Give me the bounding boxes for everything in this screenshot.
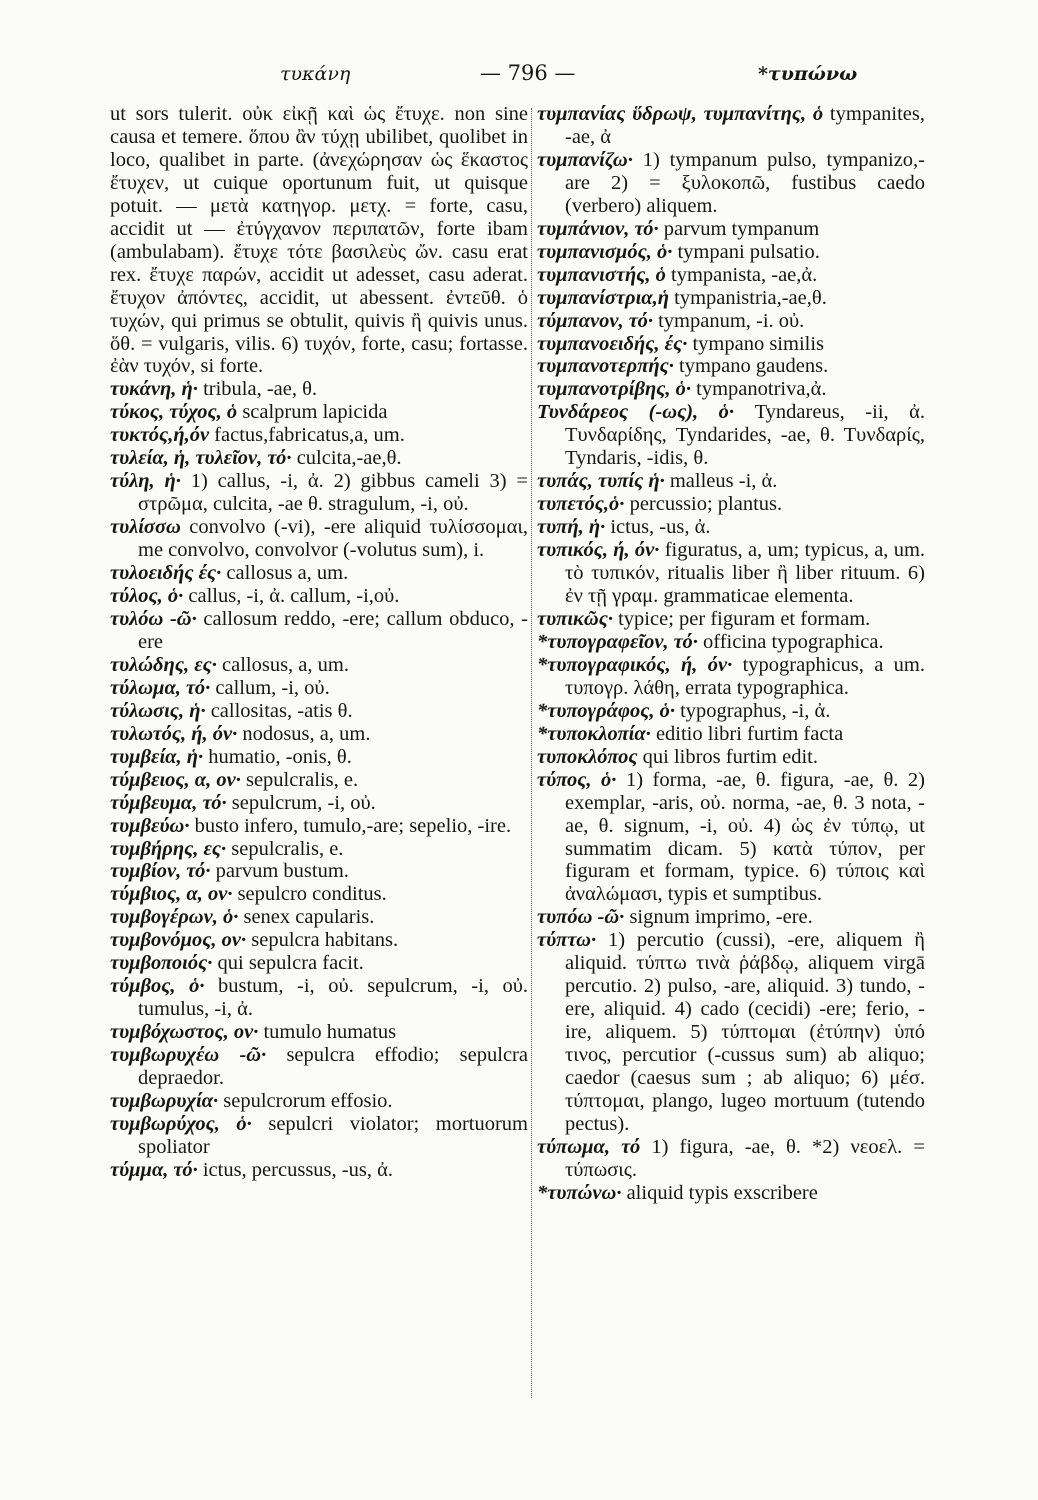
entry-definition: aliquid typis exscribere xyxy=(626,1181,818,1204)
entry-headword: τυπή, ἡ· xyxy=(537,516,606,539)
dictionary-entry xyxy=(537,1136,925,1182)
entry-definition: callum, -i, οὐ. xyxy=(215,676,330,699)
entry-definition: Tyndareus, -ii, ἀ. Τυνδαρίδης, Tyndarides, -ae, θ. Τυνδαρίς, Tyndaris, -idis, θ. xyxy=(565,401,926,470)
entry-headword: τυμπανοειδής, ές· xyxy=(537,332,688,355)
dictionary-entry xyxy=(110,654,528,677)
dictionary-entry xyxy=(537,906,925,929)
entry-definition: culcita,-ae,θ. xyxy=(296,447,402,470)
dictionary-entry xyxy=(537,287,925,310)
entry-headword: τυλεία, ἡ, τυλεῖον, τό· xyxy=(110,447,292,470)
entry-headword: τύμπανον, τό· xyxy=(537,309,653,332)
entry-definition: callosus a, um. xyxy=(226,562,349,585)
entry-definition: typographus, -i, ἀ. xyxy=(680,699,831,722)
dictionary-entry xyxy=(110,1021,528,1044)
entry-definition: busto infero, tumulo,-are; sepelio, -ire. xyxy=(194,814,512,837)
dictionary-entry xyxy=(110,906,528,929)
dictionary-entry xyxy=(537,1182,925,1205)
entry-definition: 1) tympanum pulso, tympanizo,-are 2) = ξυλοκοπῶ, fustibus caedo (verbero) aliquem. xyxy=(565,148,926,217)
dictionary-entry xyxy=(537,355,925,378)
entry-headword: τύπος, ὁ· xyxy=(537,768,617,791)
dictionary-entry xyxy=(110,447,528,470)
entry-headword: τύμβειος, α, ον· xyxy=(110,768,241,791)
entry-headword: τυμπανοτερπής· xyxy=(537,355,674,378)
entry-headword: τυλίσσω xyxy=(110,516,181,539)
entry-headword: *τυπογραφεῖον, τό· xyxy=(537,630,698,653)
dictionary-entry xyxy=(537,539,925,608)
entry-definition: tympanites, -ae, ἀ xyxy=(565,103,926,148)
dictionary-entry xyxy=(110,700,528,723)
dictionary-entry xyxy=(110,883,528,906)
dictionary-entry xyxy=(110,792,528,815)
entry-definition: callositas, -atis θ. xyxy=(210,699,353,722)
entry-definition: tympano similis xyxy=(692,332,825,355)
entry-definition: tumulo humatus xyxy=(263,1021,397,1044)
dictionary-entry xyxy=(537,310,925,333)
entry-headword: τυμβωρυχία· xyxy=(110,1089,219,1112)
dictionary-entry xyxy=(110,608,528,654)
entry-definition: callosus, a, um. xyxy=(222,653,349,676)
entry-definition: tribula, -ae, θ. xyxy=(203,378,318,401)
entry-definition: scalprum lapicida xyxy=(242,401,388,424)
dictionary-entry xyxy=(537,700,925,723)
dictionary-entry xyxy=(537,401,925,470)
entry-definition: tympanista, -ae,ἀ. xyxy=(671,263,818,286)
entry-definition: tympano gaudens. xyxy=(679,355,829,378)
right-column xyxy=(537,103,925,1205)
entry-headword: *τυπώνω· xyxy=(537,1181,622,1204)
entry-definition: callus, -i, ἀ. callum, -i,οὐ. xyxy=(188,585,400,608)
entry-definition: senex capularis. xyxy=(243,906,375,929)
dictionary-entry xyxy=(537,654,925,700)
left-column xyxy=(110,103,528,1182)
entry-definition: figuratus, a, um; typicus, a, um. τὸ τυπικόν, ritualis liber ἢ liber rituum. 6) ἐν τῇ γραμ. grammaticae elementa. xyxy=(565,539,926,608)
dictionary-entry xyxy=(537,218,925,241)
entry-definition: convolvo (-vi), -ere aliquid τυλίσσομαι, me convolvo, convolvor (-volutus sum), i. xyxy=(138,516,528,562)
entry-definition: ictus, percussus, -us, ἀ. xyxy=(202,1158,393,1181)
entry-headword: τύλος, ὁ· xyxy=(110,585,184,608)
entry-headword: τύμβος, ὁ· xyxy=(110,975,205,998)
dictionary-entry xyxy=(110,746,528,769)
entry-headword: τυμβοποιός· xyxy=(110,952,213,975)
entry-headword: τύκος, τύχος, ὁ xyxy=(110,401,238,424)
entry-definition: sepulcri violator; mortuorum spoliator xyxy=(138,1112,529,1158)
entry-definition: sepulcralis, e. xyxy=(245,768,359,791)
entry-definition: qui sepulcra facit. xyxy=(217,952,364,975)
dictionary-entry xyxy=(110,677,528,700)
column-divider xyxy=(531,108,532,1398)
entry-definition: tympani pulsatio. xyxy=(677,240,820,263)
dictionary-entry xyxy=(537,241,925,264)
entry-headword: τυμβήρης, ες· xyxy=(110,837,227,860)
entry-headword: τύμβιος, α, ον· xyxy=(110,883,233,906)
entry-headword: τυλωτός, ή, όν· xyxy=(110,722,238,745)
entry-definition: sepulcrorum effosio. xyxy=(223,1089,393,1112)
entry-headword: τυμβόχωστος, ον· xyxy=(110,1021,259,1044)
page-header xyxy=(0,55,1038,95)
dictionary-entry xyxy=(537,493,925,516)
dictionary-entry xyxy=(110,1159,528,1182)
entry-headword: τυμβωρύχος, ὁ· xyxy=(110,1112,252,1135)
entry-headword: τύλωσις, ἡ· xyxy=(110,699,206,722)
entry-headword: τυμβεύω· xyxy=(110,814,190,837)
entry-definition: signum imprimo, -ere. xyxy=(629,906,813,929)
entry-definition: humatio, -onis, θ. xyxy=(208,745,352,768)
dictionary-entry xyxy=(110,424,528,447)
entry-definition: 1) percutio (cussi), -ere, aliquem ἢ aliquid. τύπτω τινὰ ῥάβδῳ, aliquem virgā percutio. 2) pulso, -are, aliquid. 3) tundo, -ere, aliquid. 4) cado (cecidi) -ere; ferio, -ire, aliquem. 5) τύπτομαι (ἐτύπην) ὑπό τινος, percutior (-cussus sum) ab aliquo; caedor (caesus sum ; ab aliquo; 6) μέσ. τύπτομαι, plango, lugeo mortuum (tutendo pectus). xyxy=(565,929,925,1135)
dictionary-entry xyxy=(537,149,925,218)
dictionary-entry xyxy=(110,378,528,401)
entry-definition: 1) callus, -i, ἀ. 2) gibbus cameli 3) = στρῶμα, culcita, -ae θ. stragulum, -i, οὐ. xyxy=(138,470,528,516)
dictionary-entry xyxy=(110,952,528,975)
entry-headword: τυμπανίζω· xyxy=(537,148,633,171)
dictionary-entry xyxy=(110,470,528,516)
entry-headword: τυπικῶς· xyxy=(537,607,613,630)
entry-headword: *τυπογράφος, ὁ· xyxy=(537,699,675,722)
dictionary-entry xyxy=(110,860,528,883)
entry-headword: τυμπανοτρίβης, ὁ· xyxy=(537,378,692,401)
entry-headword: τυκάνη, ἡ· xyxy=(110,378,198,401)
entry-headword: τύμμα, τό· xyxy=(110,1158,198,1181)
dictionary-entry xyxy=(110,723,528,746)
left-running-headword: τυκάνη xyxy=(280,63,351,85)
entry-definition: factus,fabricatus,a, um. xyxy=(214,424,405,447)
entry-definition: percussio; plantus. xyxy=(629,493,783,516)
entry-definition: malleus -i, ἀ. xyxy=(669,470,778,493)
entry-headword: τύπτω· xyxy=(537,929,597,952)
entry-headword: Τυνδάρεος (-ως), ὁ· xyxy=(537,401,735,424)
entry-headword: *τυπογραφικός, ή, όν· xyxy=(537,653,733,676)
entry-definition: ictus, -us, ἀ. xyxy=(610,516,711,539)
dictionary-entry xyxy=(110,401,528,424)
entry-headword: τυπόω -ῶ· xyxy=(537,906,625,929)
dictionary-entry xyxy=(537,929,925,1136)
entry-definition: callosum reddo, -ere; callum obduco, -ere xyxy=(138,607,529,653)
entry-headword: τυπετός,ὁ· xyxy=(537,493,625,516)
entry-headword: τυμβονόμος, ον· xyxy=(110,929,247,952)
dictionary-entry xyxy=(537,264,925,287)
entry-headword: τυμπανισμός, ὁ· xyxy=(537,240,673,263)
dictionary-entry xyxy=(110,516,528,562)
entry-definition: tympanistria,-ae,θ. xyxy=(674,286,827,309)
entry-headword: τύμβευμα, τό· xyxy=(110,791,227,814)
entry-headword: τυμπανίας ὕδρωψ, τυμπανίτης, ὁ xyxy=(537,103,824,125)
dictionary-entry xyxy=(537,470,925,493)
entry-definition: parvum tympanum xyxy=(663,217,820,240)
dictionary-entry xyxy=(110,562,528,585)
entry-definition: typice; per figuram et formam. xyxy=(618,607,871,630)
dictionary-entry xyxy=(537,608,925,631)
entry-headword: *τυποκλοπία· xyxy=(537,722,651,745)
entry-headword: τυλώδης, ες· xyxy=(110,653,217,676)
dictionary-entry xyxy=(537,103,925,149)
entry-definition: tympanotriva,ἀ. xyxy=(696,378,827,401)
page-number: — 796 — xyxy=(480,61,576,85)
entry-headword: τυμβεία, ἡ· xyxy=(110,745,204,768)
dictionary-entry xyxy=(537,516,925,539)
entry-definition: tympanum, -i. οὐ. xyxy=(658,309,805,332)
entry-headword: τυποκλόπος xyxy=(537,745,638,768)
entry-headword: τυλοειδής ές· xyxy=(110,562,222,585)
entry-headword: τυμπανιστής, ὁ xyxy=(537,263,666,286)
dictionary-entry xyxy=(537,333,925,356)
entry-headword: τυπάς, τυπίς ἡ· xyxy=(537,470,665,493)
entry-headword: τυπικός, ή, όν· xyxy=(537,539,660,562)
entry-definition: bustum, -i, οὐ. sepulcrum, -i, οὐ. tumulus, -i, ἀ. xyxy=(138,975,529,1021)
entry-definition: sepulcro conditus. xyxy=(237,883,387,906)
dictionary-entry xyxy=(537,631,925,654)
entry-headword: τύλη, ἡ· xyxy=(110,470,181,493)
dictionary-entry xyxy=(110,1090,528,1113)
entry-definition: 1) forma, -ae, θ. figura, -ae, θ. 2) exemplar, -aris, οὐ. norma, -ae, θ. 3 nota, -ae, θ. signum, -i, οὐ. 4) ὡς ἐν τύπῳ, ut summatim dicam. 5) κατὰ τύπον, per figuram et formam, typice. 6) τύποις καὶ ἀναλώμασι, typis et sumptibus. xyxy=(565,768,925,906)
dictionary-entry xyxy=(110,838,528,861)
entry-definition: sepulcra effodio; sepulcra depraedor. xyxy=(138,1044,528,1090)
entry-definition: qui libros furtim edit. xyxy=(642,745,818,768)
entry-headword: τυκτός,ή,όν xyxy=(110,424,210,447)
entry-headword: τυμβογέρων, ὁ· xyxy=(110,906,239,929)
entry-definition: officina typographica. xyxy=(702,630,884,653)
entry-definition: sepulcralis, e. xyxy=(231,837,344,860)
entry-definition: editio libri furtim facta xyxy=(655,722,844,745)
dictionary-entry xyxy=(537,769,925,907)
dictionary-entry xyxy=(110,929,528,952)
dictionary-entry xyxy=(110,769,528,792)
entry-headword: τυμπάνιον, τό· xyxy=(537,217,659,240)
entry-definition: sepulcra habitans. xyxy=(251,929,399,952)
entry-headword: τυμβίον, τό· xyxy=(110,860,211,883)
dictionary-entry xyxy=(110,1044,528,1090)
entry-headword: τυλόω -ῶ· xyxy=(110,607,197,630)
entry-definition: sepulcrum, -i, οὐ. xyxy=(231,791,376,814)
dictionary-entry xyxy=(537,723,925,746)
entry-definition: parvum bustum. xyxy=(215,860,349,883)
dictionary-entry xyxy=(537,746,925,769)
dictionary-entry xyxy=(110,975,528,1021)
dictionary-entry xyxy=(110,1113,528,1159)
entry-headword: τύπωμα, τό xyxy=(537,1135,641,1158)
entry-headword: τυμβωρυχέω -ῶ· xyxy=(110,1044,267,1067)
dictionary-entry xyxy=(110,815,528,838)
entry-definition: ut sors tulerit. οὐκ εἰκῇ καὶ ὡς ἔτυχε. non sine causa et temere. ὅπου ἂν τύχῃ ubilibet, quolibet in loco, qualibet in parte. (ἀνεχώρησαν ὡς ἕκαστος ἔτυχεν, ut cuique oportunum fuit, ut quisque potuit. — μετὰ κατηγορ. μετχ. = forte, casu, accidit ut — ἐτύγχανον περιπατῶν, forte ibam (ambulabam). ἔτυχε τότε βασιλεὺς ὤν. casu erat rex. ἔτυχε παρών, accidit ut adesset, casu aderat. ἔτυχον ἀπόντες, accidit, ut abessent. ἐντεῦθ. ὁ τυχών, qui primus se obtulit, quivis ἢ quivis unus. ὅθ. = vulgaris, vilis. 6) τυχόν, forte, casu; fortasse. ἐὰν τυχόν, si forte. xyxy=(110,103,528,378)
dictionary-entry xyxy=(110,103,528,378)
dictionary-entry xyxy=(110,585,528,608)
entry-headword: τυμπανίστρια,ἡ xyxy=(537,286,669,309)
entry-headword: τύλωμα, τό· xyxy=(110,676,211,699)
right-running-headword: *τυπώνω xyxy=(758,63,858,85)
dictionary-entry xyxy=(537,378,925,401)
entry-definition: 1) figura, -ae, θ. *2) νεοελ. = τύπωσις. xyxy=(565,1135,925,1181)
entry-definition: typographicus, a um. τυπογρ. λάθη, errata typographica. xyxy=(565,653,925,699)
entry-definition: nodosus, a, um. xyxy=(242,722,371,745)
